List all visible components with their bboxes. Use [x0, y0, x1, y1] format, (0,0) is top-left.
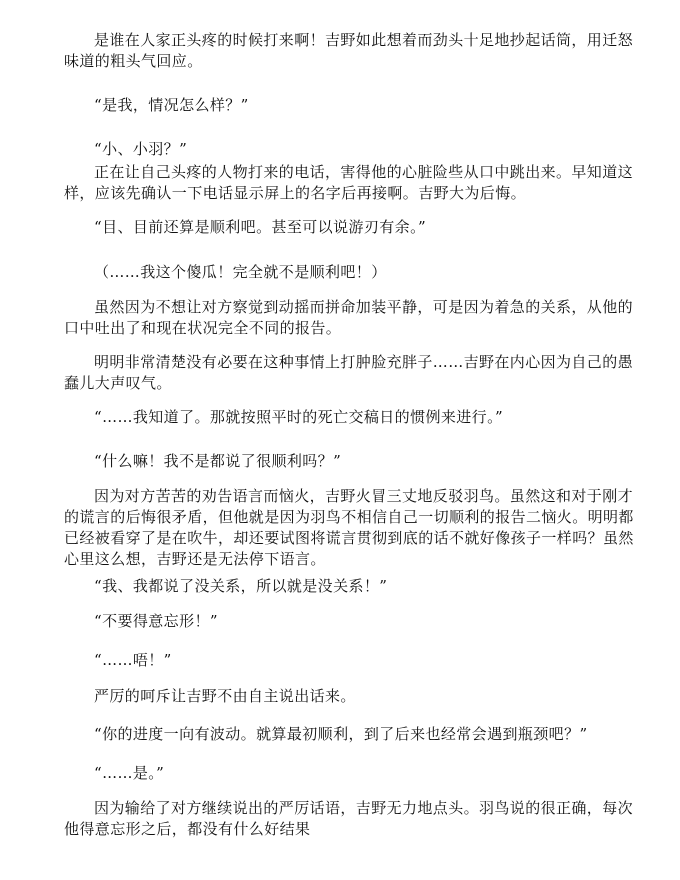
paragraph-16: “你的进度一向有波动。就算最初顺利，到了后来也经常会遇到瓶颈吧？”: [94, 725, 588, 743]
paragraph-9: “……我知道了。那就按照平时的死亡交稿日的惯例来进行。”: [94, 408, 504, 426]
paragraph-14: “……唔！”: [94, 651, 172, 669]
paragraph-11: 因为对方苦苦的劝告语言而恼火，吉野火冒三丈地反驳羽鸟。虽然这和对于刚才的谎言的后悔很矛盾，但他就是因为羽鸟不相信自己一切顺利的报告二恼火。明明都已经被看穿了是在吹牛，却还要试图将谎言贯彻到底的话不就好像孩子一样吗？虽然心里这么想，吉野还是无法停下语言。: [64, 487, 634, 568]
paragraph-2: “是我，情况怎么样？”: [94, 96, 249, 114]
paragraph-5: “目、目前还算是顺利吧。甚至可以说游刃有余。”: [94, 218, 427, 236]
paragraph-13: “不要得意忘形！”: [94, 612, 218, 630]
paragraph-12: “我、我都说了没关系，所以就是没关系！”: [94, 577, 388, 595]
paragraph-1: 是谁在人家正头疼的时候打来啊！吉野如此想着而劲头十足地抄起话筒，用迁怒味道的粗头气回应。: [64, 31, 634, 70]
paragraph-3: “小、小羽？”: [94, 140, 188, 158]
paragraph-7: 虽然因为不想让对方察觉到动摇而拼命加装平静，可是因为着急的关系，从他的口中吐出了和现在状况完全不同的报告。: [64, 298, 634, 337]
paragraph-10: “什么嘛！我不是都说了很顺利吗？”: [94, 452, 342, 470]
paragraph-17: “……是。”: [94, 764, 165, 782]
paragraph-18: 因为输给了对方继续说出的严厉话语，吉野无力地点头。羽鸟说的很正确，每次他得意忘形之后，都没有什么好结果: [64, 799, 634, 838]
paragraph-15: 严厉的呵斥让吉野不由自主说出话来。: [94, 687, 356, 705]
paragraph-6: （……我这个傻瓜！完全就不是顺利吧！）: [94, 263, 387, 281]
paragraph-8: 明明非常清楚没有必要在这种事情上打肿脸充胖子……吉野在内心因为自己的愚蠢儿大声叹气。: [64, 353, 634, 392]
paragraph-4: 正在让自己头疼的人物打来的电话，害得他的心脏险些从口中跳出来。早知道这样，应该先确认一下电话显示屏上的名字后再接啊。吉野大为后悔。: [64, 163, 634, 202]
